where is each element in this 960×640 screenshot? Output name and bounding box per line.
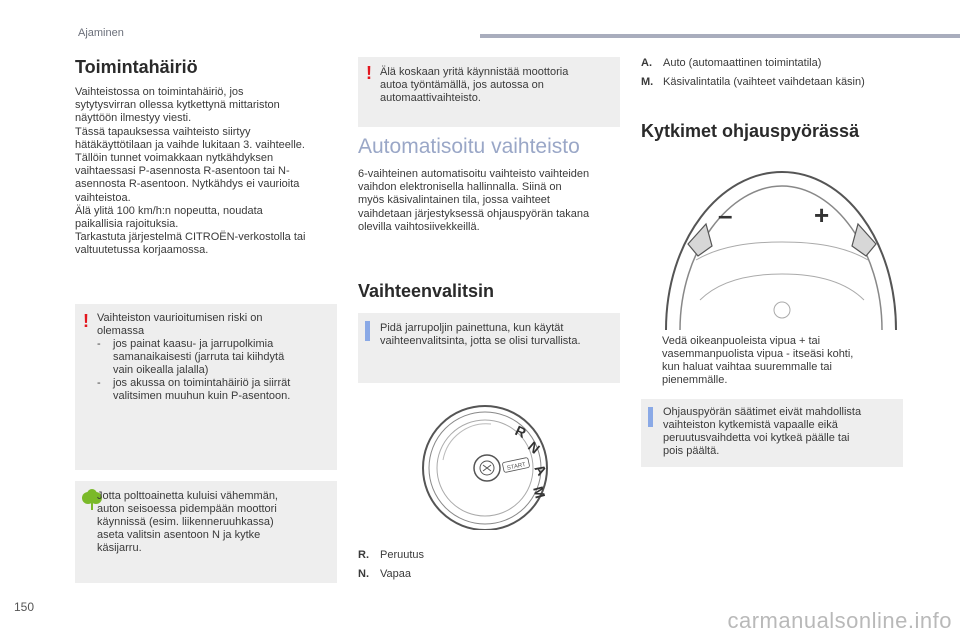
body-line: paikallisia rajoituksia. [75,218,179,231]
legend-item-n [358,568,411,580]
warning-text [380,66,610,105]
gear-selector-title: Vaihteenvalitsin [358,281,495,301]
eco-line: aseta valitsin asentoon N ja kytke [97,529,261,541]
legend-key: N. [358,568,369,580]
switches-info-box [641,399,903,467]
body-line: sytytysvirran ollessa kytkettynä mittariston [75,99,280,112]
plus-paddle-label: + [814,200,830,230]
body-line: hätäkäyttötilaan ja vaihde lukitaan 3. vaihteelle. [75,138,305,151]
header-bar [480,34,960,38]
warning-icon: ! [83,311,89,331]
legend-key: A. [641,57,652,69]
eco-line: käynnissä (esim. liikenneruuhkassa) [97,516,274,528]
legend-text: Käsivalintatila (vaihteet vaihdetaan käsin) [663,76,865,88]
section-label: Ajaminen [78,27,124,39]
info-line: Pidä jarrupoljin painettuna, kun käytät [380,322,564,334]
eco-line: Jotta polttoainetta kuluisi vähemmän, [97,490,278,502]
start-button-label: START [506,462,527,472]
instruction-line: kun haluat vaihtaa suuremmalle tai [662,361,832,373]
info-line: pois päältä. [663,445,720,457]
list-line: samanaikaisesti (jarruta tai kiihdytä [113,351,285,363]
body-line: vaihteistoa. [75,191,131,204]
list-line: jos painat kaasu- ja jarrupolkimia [113,338,274,350]
paddle-instruction [662,335,902,387]
body-line: myös käsivalintainen tila, jossa vaihteet [358,194,550,207]
warning-list [97,338,327,403]
eco-line: käsijarru. [97,542,142,554]
legend-item-m [641,76,865,88]
steering-switches-title: Kytkimet ohjauspyörässä [641,121,860,141]
body-line: valtuutetussa korjaamossa. [75,244,209,257]
info-line: peruutusvaihdetta voi kytkeä päälle tai [663,432,850,444]
warning-line: automaattivaihteisto. [380,92,481,104]
body-line: Älä ylitä 100 km/h:n nopeutta, noudata [75,204,263,217]
eco-tip-box [75,481,337,583]
info-line: Ohjauspyörän säätimet eivät mahdollista [663,406,862,418]
list-line: jos akussa on toimintahäiriö ja siirrät [113,377,291,389]
instruction-line: vasemmanpuolista vipua - itseäsi kohti, [662,348,854,360]
info-text [663,406,893,458]
malfunction-body [75,86,345,258]
legend-item-a [641,57,821,69]
watermark: carmanualsonline.info [727,608,952,633]
info-icon [365,321,370,341]
body-line: vaihtaessasi P-asennosta R-asentoon tai N- [75,165,290,178]
page-number: 150 [14,600,35,614]
body-line: 6-vaihteinen automatisoitu vaihteisto vaihteiden [358,168,590,180]
legend-text: Peruutus [380,549,425,561]
body-line: asennosta R-asentoon. Nytkähdys ei vaurioita [75,178,300,191]
body-line: vaihdetaan järjestyksessä ohjauspyörän takana [358,207,590,220]
gear-selector-illustration [413,398,561,530]
body-line: Tällöin tunnet voimakkaan nytkähdyksen [75,152,274,165]
warning-line: autoa työntämällä, jos autossa on [380,79,544,91]
body-line: Tässä tapauksessa vaihteisto siirtyy [75,125,251,138]
selector-letter-m: M [530,484,549,501]
legend-key: M. [641,76,654,88]
selector-letter-n: N [525,438,544,457]
body-line: Tarkastuta järjestelmä CITROËN-verkostolla tai [75,231,306,244]
info-icon [648,407,653,427]
brake-info-box [358,313,620,383]
list-dash: - [97,338,101,350]
warning-line: Älä koskaan yritä käynnistää moottoria [380,66,569,78]
info-line: vaihteenvalitsinta, jotta se olisi turvallista. [380,335,581,347]
body-line: Vaihteistossa on toimintahäiriö, jos [75,86,244,98]
eco-line: auton seisoessa pidempään moottori [97,503,277,515]
automated-gearbox-title: Automatisoitu vaihteisto [358,135,580,158]
body-line: olevilla vaihtosiivekkeillä. [358,220,480,233]
legend-text: Auto (automaattinen toimintatila) [663,57,822,69]
minus-paddle-label: – [718,200,733,230]
steering-wheel-illustration [660,160,900,330]
automated-gearbox-body [358,168,628,234]
list-line: vain oikealla jalalla) [113,364,209,376]
warning-icon: ! [366,63,372,83]
body-line: vaihdon elektronisella hallinnalla. Siinä on [358,181,562,194]
legend-text: Vapaa [380,568,411,580]
body-line: näyttöön ilmestyy viesti. [75,112,192,125]
selector-letter-r: R [512,422,529,441]
instruction-line: Vedä oikeanpuoleista vipua + tai [662,335,821,347]
info-line: vaihteiston kytkemistä vapaalle eikä [663,419,838,431]
info-text [380,322,610,348]
legend-key: R. [358,549,369,561]
list-item [97,377,327,403]
list-item [97,338,327,377]
push-start-warning [358,57,620,127]
warning-text [97,312,327,403]
warning-intro-line: Vaihteiston vaurioitumisen riski on [97,312,263,324]
list-line: valitsimen muuhun kuin P-asentoon. [113,390,291,402]
list-dash: - [97,377,101,389]
warning-intro-line: olemassa [97,325,145,337]
instruction-line: pienemmälle. [662,374,728,386]
legend-item-r [358,549,424,561]
selector-letter-a: A [531,461,551,479]
gearbox-damage-warning [75,304,337,470]
malfunction-title: Toimintahäiriö [75,57,198,77]
eco-tip-text [97,490,327,555]
